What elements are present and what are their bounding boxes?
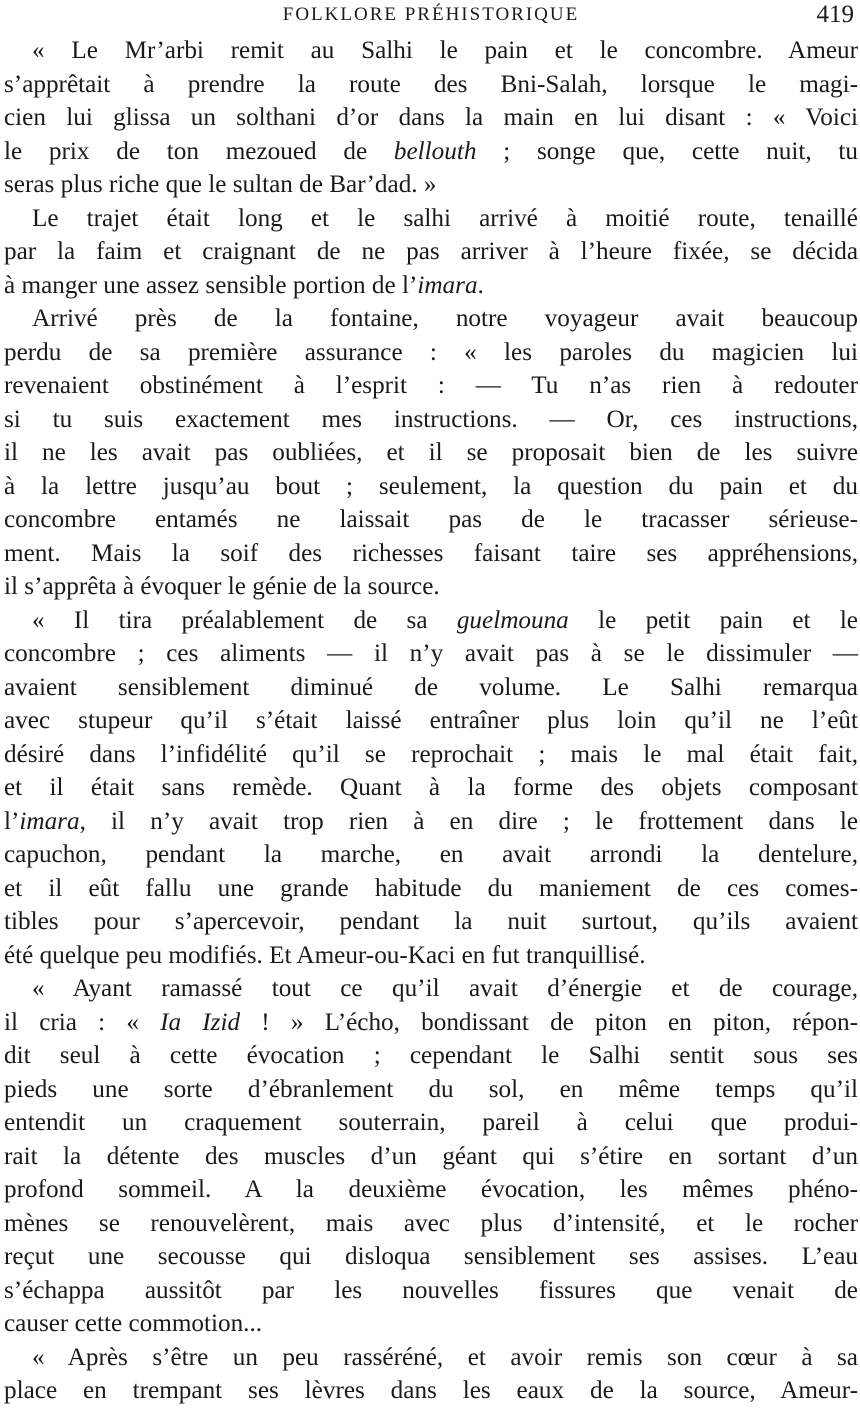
text-line: Arrivé près de la fontaine, notre voyageur avait beaucoup [32,305,858,332]
paragraph-3 [4,302,858,604]
text-line: à manger une assez sensible portion de l’imara. [4,271,484,299]
italic-term: imara [417,271,478,299]
text-line: il ne les avait pas oubliées, et il se proposait bien de les suivre [4,439,858,466]
text-line: reçut une secousse qui disloqua sensiblement ses assises. L’eau [4,1243,858,1270]
body-text [4,34,858,1408]
text-line: « Le Mr’arbi remit au Salhi le pain et le concombre. Ameur [32,37,858,64]
italic-term: guelmouna [456,606,569,634]
text-line: si tu suis exactement mes instructions. — Or, ces instructions, [4,405,858,433]
paragraph-6 [4,1341,858,1408]
text-line: il cria : « Ia Izid ! » L’écho, bondissant de piton en piton, répon- [4,1008,858,1036]
text-line: été quelque peu modifiés. Et Ameur-ou-Kaci en fut tranquillisé. [4,941,646,969]
text-line: seras plus riche que le sultan de Bar’dad. » [4,171,437,198]
text-line: perdu de sa première assurance : « les paroles du magicien lui [4,338,858,366]
text-line: capuchon, pendant la marche, en avait arrondi la dentelure, [4,841,858,868]
text-line: il s’apprêta à évoquer le génie de la source. [4,573,440,600]
text-line: concombre entamés ne laissait pas de le tracasser sérieuse- [4,506,858,533]
text-line: l’imara, il n’y avait trop rien à en dire ; le frottement dans le [4,807,858,835]
text-line: tibles pour s’apercevoir, pendant la nuit surtout, qu’ils avaient [4,908,858,935]
text-line: ment. Mais la soif des richesses faisant taire ses appréhensions, [4,539,858,567]
page-number: 419 [816,1,854,28]
text-line: dit seul à cette évocation ; cependant le Salhi sentit sous ses [4,1042,858,1069]
italic-term: bellouth [393,137,477,165]
text-line: et il était sans remède. Quant à la forme des objets composant [4,774,858,801]
text-line: place en trempant ses lèvres dans les eaux de la source, Ameur- [4,1377,858,1404]
text-line: s’apprêtait à prendre la route des Bni-Salah, lorsque le magi- [4,70,858,98]
running-head [4,0,858,34]
paragraph-4 [4,604,858,973]
text-line: pieds une sorte d’ébranlement du sol, en même temps qu’il [4,1075,858,1103]
text-line: concombre ; ces aliments — il n’y avait pas à se le dissimuler — [4,640,858,667]
text-line: et il eût fallu une grande habitude du maniement de ces comes- [4,874,858,902]
text-line: Le trajet était long et le salhi arrivé à moitié route, tenaillé [32,204,858,232]
text-line: rait la détente des muscles d’un géant qui s’étire en sortant d’un [4,1142,858,1170]
paragraph-1 [4,34,858,202]
text-line: s’échappa aussitôt par les nouvelles fissures que venait de [4,1276,858,1304]
text-line: avec stupeur qu’il s’était laissé entraîner plus loin qu’il ne l’eût [4,707,858,734]
text-line: entendit un craquement souterrain, pareil à celui que produi- [4,1109,858,1136]
italic-term: imara [19,807,80,835]
italic-term: Ia Izid [160,1008,241,1036]
text-line: avaient sensiblement diminué de volume. Le Salhi remarqua [4,673,858,701]
text-line: « Ayant ramassé tout ce qu’il avait d’énergie et de courage, [32,975,858,1002]
running-title: FOLKLORE PRÉHISTORIQUE [282,4,580,25]
text-line: désiré dans l’infidélité qu’il se reprochait ; mais le mal était fait, [4,740,858,768]
text-line: cien lui glissa un solthani d’or dans la main en lui disant : « Voici [4,104,858,131]
text-line: le prix de ton mezoued de bellouth ; songe que, cette nuit, tu [4,137,858,165]
text-line: à la lettre jusqu’au bout ; seulement, la question du pain et du [4,472,858,500]
text-line: causer cette commotion... [4,1310,263,1337]
text-line: « Il tira préalablement de sa guelmouna le petit pain et le [32,606,858,634]
text-line: « Après s’être un peu rasséréné, et avoir remis son cœur à sa [32,1343,858,1371]
paragraph-5 [4,972,858,1341]
text-line: mènes se renouvelèrent, mais avec plus d’intensité, et le rocher [4,1209,858,1237]
text-line: par la faim et craignant de ne pas arriver à l’heure fixée, se décida [4,238,858,265]
text-line: revenaient obstinément à l’esprit : — Tu n’as rien à redouter [4,372,858,399]
paragraph-2 [4,202,858,303]
text-line: profond sommeil. A la deuxième évocation, les mêmes phéno- [4,1176,858,1203]
